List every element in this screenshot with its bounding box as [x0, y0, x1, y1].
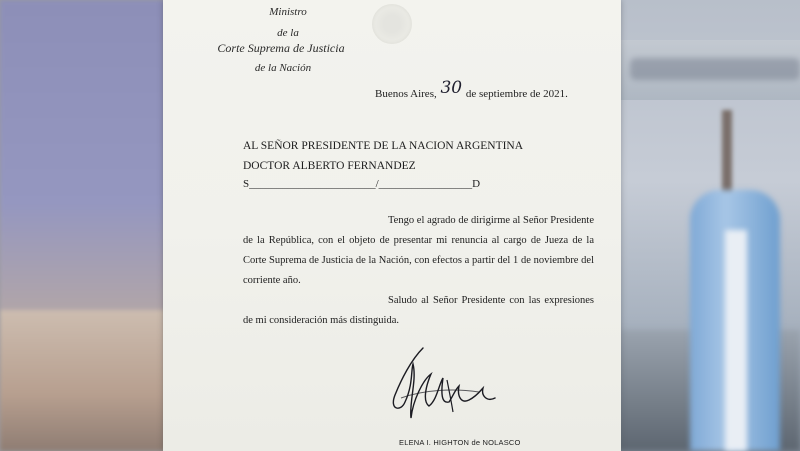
- embossed-seal-icon: [372, 4, 412, 44]
- date-rest: de septiembre de 2021.: [465, 88, 568, 100]
- background-left: [0, 0, 165, 451]
- letterhead-line-2: de la: [277, 27, 299, 39]
- background-shelf: [0, 310, 165, 451]
- letter-paper: [163, 0, 621, 451]
- addressee-sd-line: S_______________________/_________________D: [243, 178, 481, 190]
- letter-body: [243, 211, 594, 331]
- letterhead-line-1: Ministro: [269, 6, 307, 18]
- letterhead-line-3: Corte Suprema de Justicia: [217, 41, 345, 55]
- letterhead-line-4: de la Nación: [254, 62, 312, 74]
- date-city: Buenos Aires,: [375, 88, 437, 100]
- date-day-handwritten: 30: [440, 78, 463, 98]
- body-paragraph-2: Saludo al Señor Presidente con las expresiones de mi consideración más distinguida.: [243, 295, 594, 326]
- addressee-line-2: DOCTOR ALBERTO FERNANDEZ: [243, 160, 416, 172]
- handwritten-signature-icon: [383, 340, 523, 430]
- signer-name: ELENA I. HIGHTON de NOLASCO: [399, 438, 521, 447]
- flag-white-stripe: [725, 230, 747, 451]
- body-paragraph-1: Tengo el agrado de dirigirme al Señor Presidente de la República, con el objeto de presentar mi renuncia al cargo de Jueza de la Corte Suprema de Justicia de la Nación, con efectos a partir del 1 de noviembre del corriente año.: [243, 215, 594, 286]
- background-banner-text: [630, 58, 800, 80]
- addressee-line-1: AL SEÑOR PRESIDENTE DE LA NACION ARGENTINA: [243, 140, 524, 152]
- date-line: [375, 78, 568, 102]
